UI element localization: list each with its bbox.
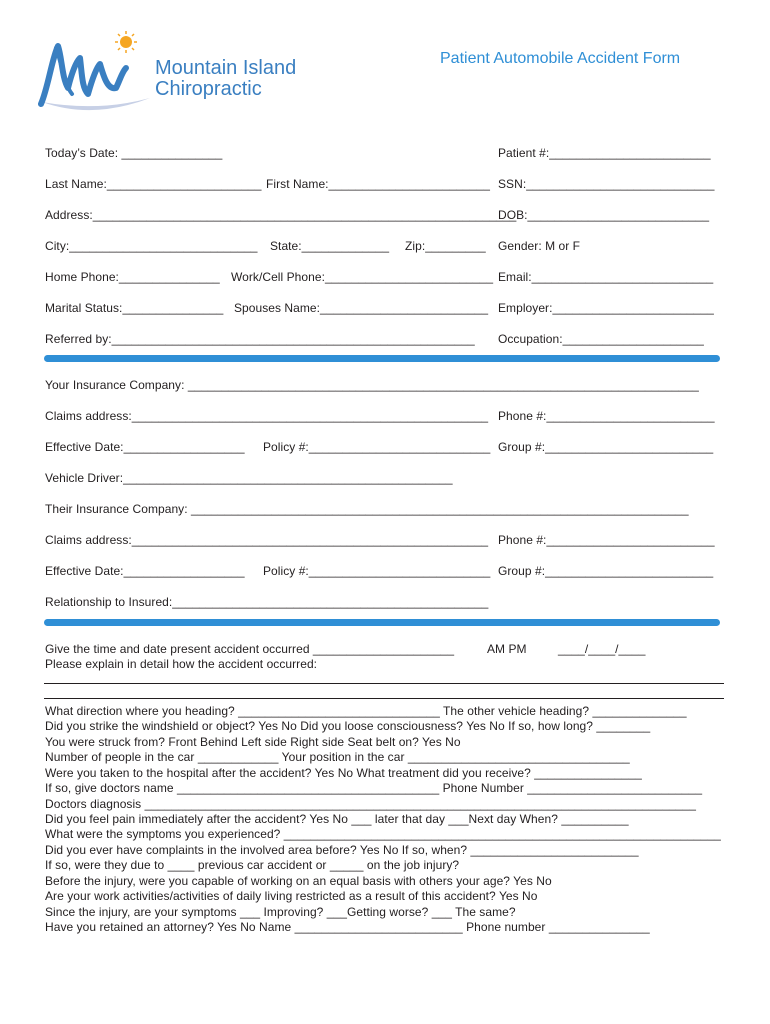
their-effective-date-field[interactable]: Effective Date:__________________ xyxy=(45,564,245,578)
section-divider xyxy=(44,355,720,362)
explain-accident-label: Please explain in detail how the accident occurred: xyxy=(45,657,318,671)
accident-date-field[interactable]: ____/____/____ xyxy=(558,642,646,656)
prior-cause-question[interactable]: If so, were they due to ____ previous car accident or _____ on the job injury? xyxy=(45,858,460,872)
work-capability-question[interactable]: Before the injury, were you capable of working on an equal basis with others your age? Yes No xyxy=(45,874,552,888)
prior-complaints-question[interactable]: Did you ever have complaints in the involved area before? Yes No If so, when? _________________________ xyxy=(45,843,639,857)
first-name-field[interactable]: First Name:________________________ xyxy=(266,177,490,191)
todays-date-field[interactable]: Today’s Date: _______________ xyxy=(45,146,223,160)
section-divider xyxy=(44,619,720,626)
doctor-name-question[interactable]: If so, give doctors name _______________________________________ Phone Number __________________________ xyxy=(45,781,703,795)
hospital-question[interactable]: Were you taken to the hospital after the accident? Yes No What treatment did you receive? ________________ xyxy=(45,766,642,780)
explain-line[interactable] xyxy=(44,698,724,699)
mountain-logo-icon xyxy=(38,28,158,120)
symptoms-trend-question[interactable]: Since the injury, are your symptoms ___ Improving? ___Getting worse? ___ The same? xyxy=(45,905,516,919)
vehicle-driver-field[interactable]: Vehicle Driver:_________________________________________________ xyxy=(45,471,453,485)
clinic-name-line1: Mountain Island xyxy=(155,57,297,79)
am-pm-option[interactable]: AM PM xyxy=(487,642,527,656)
occupation-field[interactable]: Occupation:_____________________ xyxy=(498,332,704,346)
symptoms-question[interactable]: What were the symptoms you experienced? _________________________________________________________________ xyxy=(45,827,721,841)
work-phone-field[interactable]: Work/Cell Phone:_________________________ xyxy=(231,270,494,284)
marital-status-field[interactable]: Marital Status:_______________ xyxy=(45,301,224,315)
clinic-logo xyxy=(38,28,318,120)
people-in-car-question[interactable]: Number of people in the car ____________ Your position in the car _________________________________ xyxy=(45,750,630,764)
explain-line[interactable] xyxy=(44,683,724,684)
city-field[interactable]: City:____________________________ xyxy=(45,239,258,253)
attorney-question[interactable]: Have you retained an attorney? Yes No Name _________________________ Phone number _______________ xyxy=(45,920,650,934)
referred-by-field[interactable]: Referred by:______________________________________________________ xyxy=(45,332,475,346)
activities-restricted-question[interactable]: Are your work activities/activities of daily living restricted as a result of this accident? Yes No xyxy=(45,889,538,903)
your-phone-field[interactable]: Phone #:_________________________ xyxy=(498,409,715,423)
clinic-name xyxy=(155,58,296,100)
sun-icon xyxy=(115,31,137,53)
patient-number-field[interactable]: Patient #:________________________ xyxy=(498,146,711,160)
state-field[interactable]: State:_____________ xyxy=(270,239,390,253)
email-field[interactable]: Email:___________________________ xyxy=(498,270,714,284)
clinic-name-line2: Chiropractic xyxy=(155,78,262,100)
windshield-question[interactable]: Did you strike the windshield or object? Yes No Did you loose consciousness? Yes No If so, how long? ________ xyxy=(45,719,651,733)
your-claims-address-field[interactable]: Claims address:_____________________________________________________ xyxy=(45,409,489,423)
relationship-to-insured-field[interactable]: Relationship to Insured:_______________________________________________ xyxy=(45,595,489,609)
gender-field[interactable]: Gender: M or F xyxy=(498,239,581,253)
last-name-field[interactable]: Last Name:_______________________ xyxy=(45,177,262,191)
their-group-field[interactable]: Group #:_________________________ xyxy=(498,564,714,578)
heading-direction-question[interactable]: What direction where you heading? ______________________________ The other vehicle heading? ______________ xyxy=(45,704,687,718)
their-phone-field[interactable]: Phone #:_________________________ xyxy=(498,533,715,547)
form-title: Patient Automobile Accident Form xyxy=(440,50,681,67)
your-group-field[interactable]: Group #:_________________________ xyxy=(498,440,714,454)
accident-time-date-field[interactable]: Give the time and date present accident occurred _____________________ xyxy=(45,642,455,656)
your-policy-field[interactable]: Policy #:___________________________ xyxy=(263,440,491,454)
doctors-diagnosis-question[interactable]: Doctors diagnosis __________________________________________________________________________________ xyxy=(45,797,696,811)
address-field[interactable]: Address:_______________________________________________________________ xyxy=(45,208,517,222)
dob-field[interactable]: DOB:___________________________ xyxy=(498,208,710,222)
employer-field[interactable]: Employer:________________________ xyxy=(498,301,714,315)
their-policy-field[interactable]: Policy #:___________________________ xyxy=(263,564,491,578)
zip-field[interactable]: Zip:_________ xyxy=(405,239,486,253)
their-claims-address-field[interactable]: Claims address:_____________________________________________________ xyxy=(45,533,489,547)
your-insurance-company-field[interactable]: Your Insurance Company: ____________________________________________________________________________ xyxy=(45,378,699,392)
your-effective-date-field[interactable]: Effective Date:__________________ xyxy=(45,440,245,454)
home-phone-field[interactable]: Home Phone:_______________ xyxy=(45,270,220,284)
pain-immediately-question[interactable]: Did you feel pain immediately after the accident? Yes No ___ later that day ___Next day When? __________ xyxy=(45,812,629,826)
struck-from-question[interactable]: You were struck from? Front Behind Left side Right side Seat belt on? Yes No xyxy=(45,735,461,749)
ssn-field[interactable]: SSN:____________________________ xyxy=(498,177,715,191)
spouses-name-field[interactable]: Spouses Name:_________________________ xyxy=(234,301,489,315)
their-insurance-company-field[interactable]: Their Insurance Company: __________________________________________________________________________ xyxy=(45,502,689,516)
